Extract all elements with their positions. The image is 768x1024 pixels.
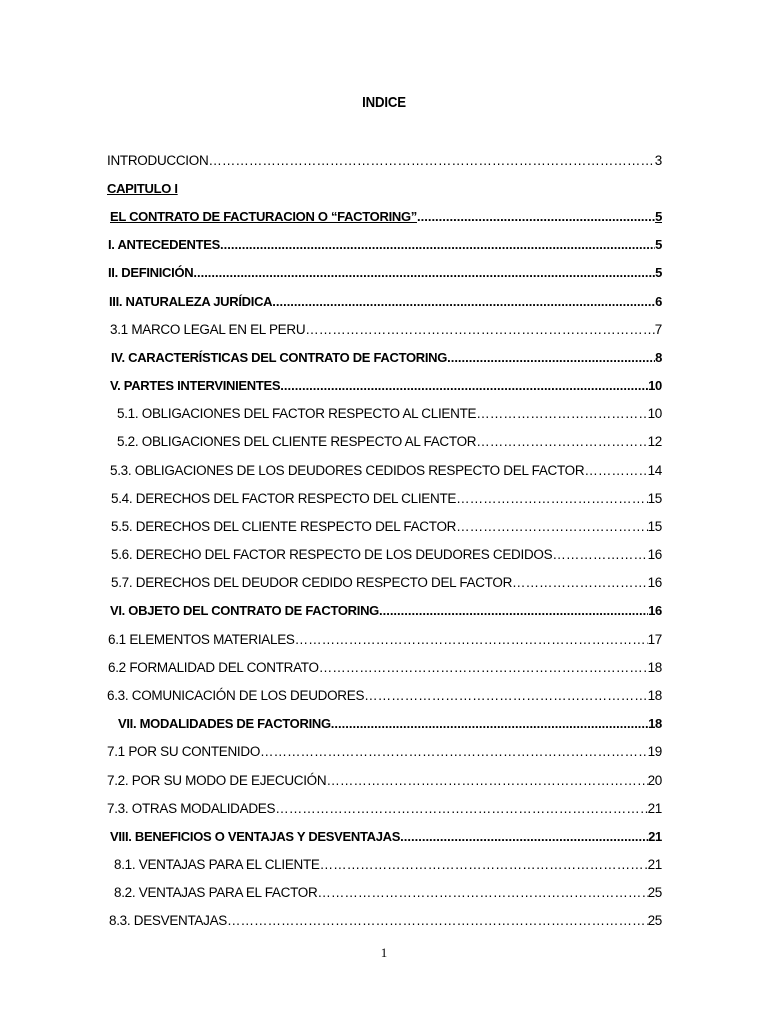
toc-entry-label: III. NATURALEZA JURÍDICA [109,294,273,309]
toc-entry-page: 25 [647,913,662,928]
toc-entry-page: 18 [647,688,662,703]
dot-leader [220,234,655,256]
toc-entry [107,770,662,792]
toc-entry-page: 16 [647,575,662,590]
toc-entry-page: 6 [655,294,662,309]
dot-leader [305,319,655,341]
toc-entry [107,798,662,820]
toc-entry-label: II. DEFINICIÓN [108,265,194,280]
dot-leader [456,516,647,538]
toc-chapter-heading [107,178,307,200]
toc-entry-page: 14 [647,463,662,478]
toc-entry-label: 7.1 POR SU CONTENIDO [107,744,261,759]
dot-leader [584,460,647,482]
toc-entry-label: 5.1. OBLIGACIONES DEL FACTOR RESPECTO AL CLIENTE [117,406,477,421]
dot-leader [227,910,648,932]
dot-leader [208,150,654,172]
dot-leader [512,572,648,594]
toc-entry-label: 8.1. VENTAJAS PARA EL CLIENTE [114,857,320,872]
toc-entry-page: 25 [647,885,662,900]
toc-entry [111,347,662,369]
page-number: 1 [380,945,388,960]
toc-entry-label: 5.5. DERECHOS DEL CLIENTE RESPECTO DEL FACTOR [111,519,457,534]
toc-entry-page: 5 [655,265,662,280]
toc-entry-page: 16 [648,603,662,618]
toc-entry [117,431,662,453]
toc-entry-label: VIII. BENEFICIOS O VENTAJAS Y DESVENTAJAS [110,829,401,844]
toc-entry-label: VII. MODALIDADES DE FACTORING [118,716,331,731]
page-title: INDICE [362,94,406,111]
dot-leader [326,770,647,792]
toc-entry-page: 5 [655,209,662,224]
dot-leader [552,544,647,566]
toc-entry [108,262,662,284]
toc-entry-page: 7 [654,322,662,337]
dot-leader [400,826,648,848]
dot-leader [331,713,648,735]
dot-leader [417,206,655,228]
toc-entry-page: 10 [648,378,662,393]
toc-entry-label: 6.3. COMUNICACIÓN DE LOS DEUDORES [107,688,365,703]
toc-entry-page: 12 [647,434,662,449]
toc-entry [109,910,662,932]
dot-leader [476,431,647,453]
toc-entry [110,600,662,622]
toc-entry [111,572,662,594]
dot-leader [317,882,647,904]
toc-entry-page: 5 [655,237,662,252]
toc-entry-page: 3 [654,153,662,168]
toc-entry [114,854,662,876]
toc-entry [110,319,662,341]
dot-leader [364,685,647,707]
toc-entry-page: 19 [647,744,662,759]
dot-leader [260,741,648,763]
toc-entry [111,544,662,566]
toc-entry-page: 15 [647,491,662,506]
toc-entry [107,741,662,763]
toc-entry [110,826,662,848]
dot-leader [272,291,655,313]
toc-entry-label: 5.4. DERECHOS DEL FACTOR RESPECTO DEL CLIENTE [111,491,457,506]
toc-entry-label: VI. OBJETO DEL CONTRATO DE FACTORING [110,603,379,618]
toc-entry [111,516,662,538]
toc-entry-label: CAPITULO I [107,181,178,196]
dot-leader [476,403,647,425]
dot-leader [456,488,647,510]
toc-entry-label: 8.2. VENTAJAS PARA EL FACTOR [114,885,318,900]
toc-entry-page: 17 [647,632,662,647]
toc-entry-page: 18 [647,660,662,675]
toc-entry-label: IV. CARACTERÍSTICAS DEL CONTRATO DE FACTORING [111,350,448,365]
toc-entry [114,882,662,904]
toc-entry-page: 8 [655,350,662,365]
toc-entry-label: V. PARTES INTERVINIENTES [110,378,281,393]
dot-leader [275,798,647,820]
dot-leader [295,629,648,651]
toc-entry-label: I. ANTECEDENTES [108,237,221,252]
toc-entry [108,234,662,256]
toc-entry [109,291,662,313]
toc-entry-label: EL CONTRATO DE FACTURACION O “FACTORING” [110,209,417,224]
toc-entry-label: 7.2. POR SU MODO DE EJECUCIÓN [107,773,327,788]
toc-entry-label: 8.3. DESVENTAJAS [109,913,227,928]
dot-leader [320,854,648,876]
dot-leader [280,375,648,397]
toc-entry [108,629,662,651]
toc-entry-label: 5.3. OBLIGACIONES DE LOS DEUDORES CEDIDOS RESPECTO DEL FACTOR [110,463,585,478]
toc-entry [110,375,662,397]
toc-entry [110,206,662,228]
toc-entry-label: 5.7. DERECHOS DEL DEUDOR CEDIDO RESPECTO DEL FACTOR [111,575,513,590]
toc-entry-page: 21 [648,829,662,844]
toc-entry [111,488,662,510]
toc-entry-label: 7.3. OTRAS MODALIDADES [107,801,276,816]
toc-entry-page: 18 [648,716,662,731]
toc-entry [107,150,662,172]
dot-leader [447,347,655,369]
dot-leader [379,600,648,622]
toc-entry-label: INTRODUCCION [107,153,209,168]
toc-entry-label: 6.1 ELEMENTOS MATERIALES [108,632,295,647]
toc-entry-label: 6.2 FORMALIDAD DEL CONTRATO [108,660,319,675]
toc-entry [110,460,662,482]
toc-entry-page: 20 [647,773,662,788]
toc-entry-page: 15 [647,519,662,534]
toc-entry-label: 5.6. DERECHO DEL FACTOR RESPECTO DE LOS DEUDORES CEDIDOS [111,547,553,562]
toc-entry-page: 10 [647,406,662,421]
dot-leader [193,262,655,284]
toc-entry [107,685,662,707]
toc-entry-page: 21 [647,857,662,872]
toc-entry-label: 3.1 MARCO LEGAL EN EL PERU [110,322,306,337]
toc-entry [118,713,662,735]
toc-entry-page: 21 [647,801,662,816]
toc-entry-page: 16 [647,547,662,562]
toc-entry [108,657,662,679]
toc-entry-label: 5.2. OBLIGACIONES DEL CLIENTE RESPECTO AL FACTOR [117,434,477,449]
toc-entry [117,403,662,425]
dot-leader [319,657,648,679]
